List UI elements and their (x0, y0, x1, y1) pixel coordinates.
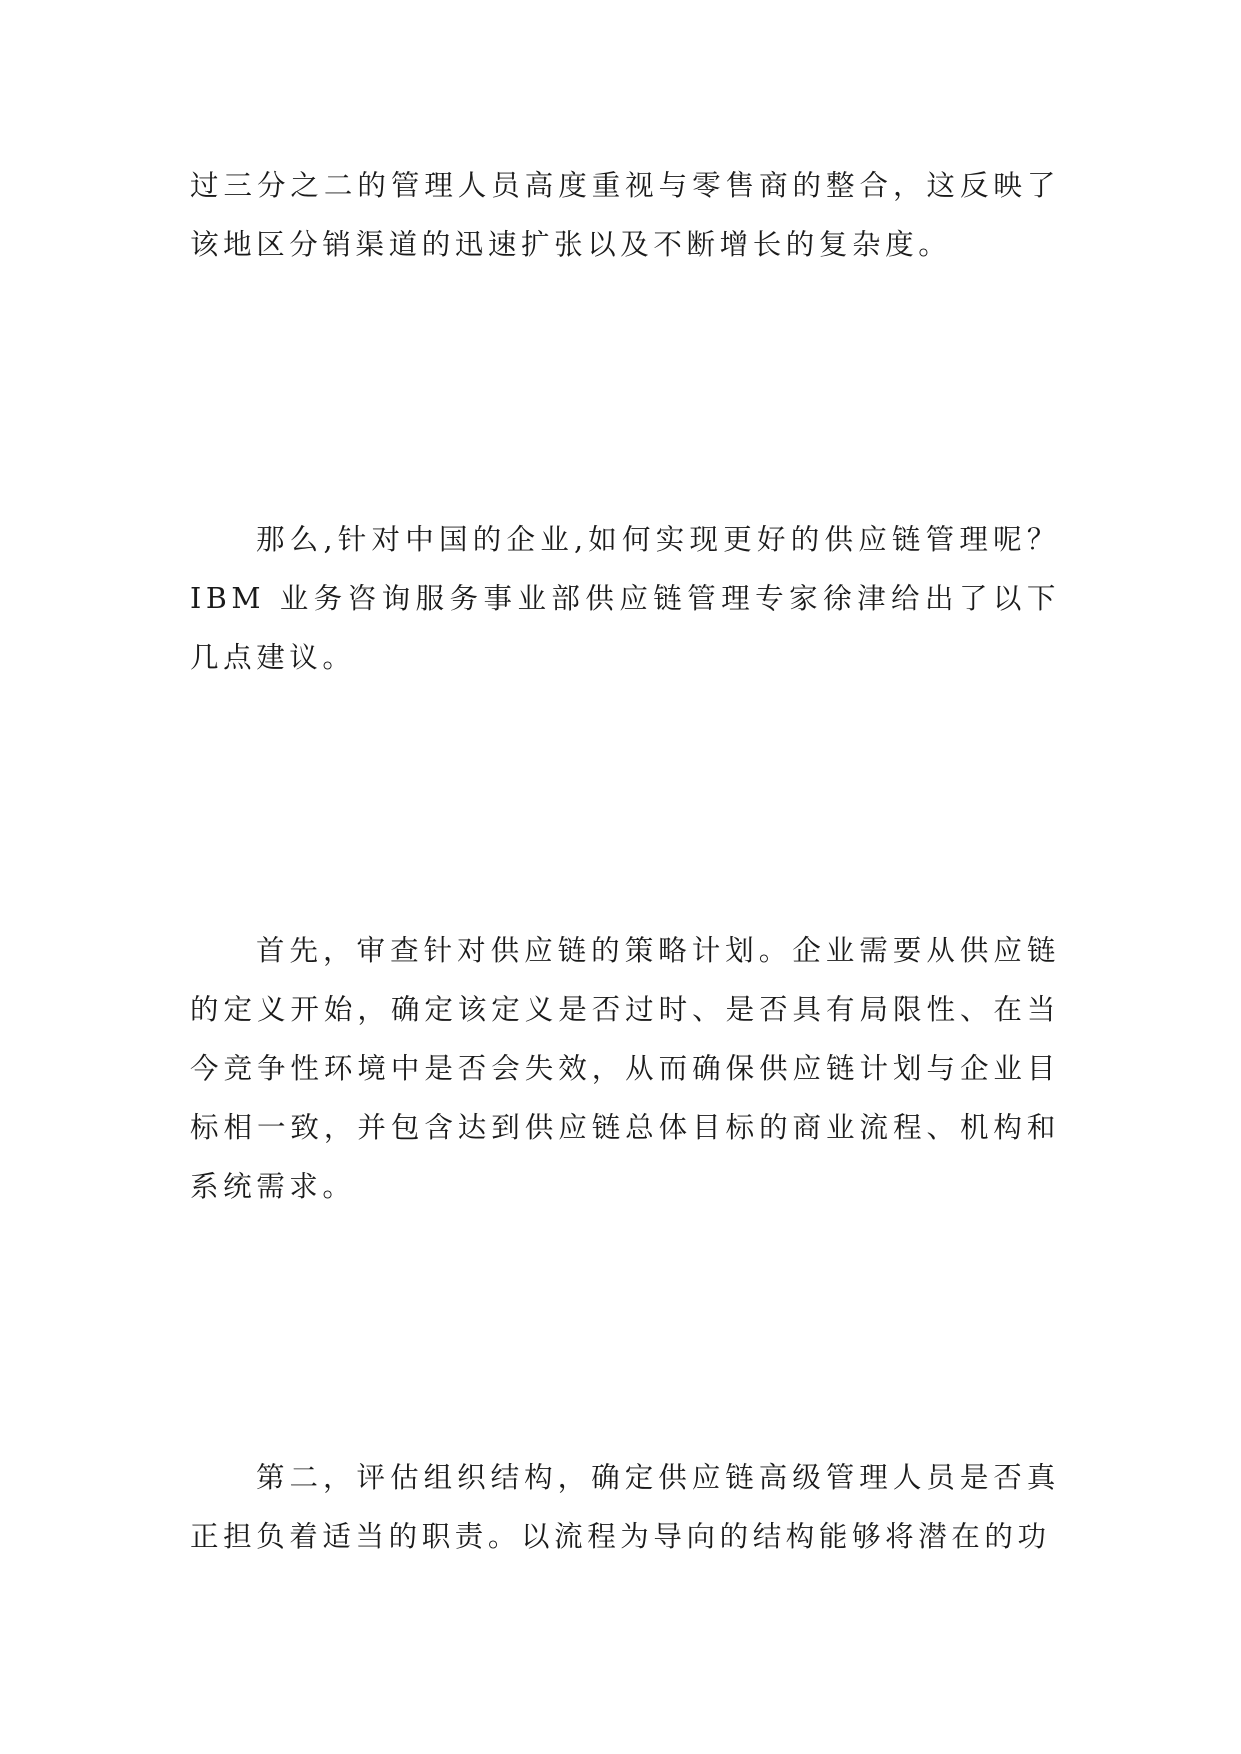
paragraph-first-recommendation: 首先，审查针对供应链的策略计划。企业需要从供应链的定义开始，确定该定义是否过时、是否具有局限性、在当今竞争性环境中是否会失效，从而确保供应链计划与企业目标相一致，并包含达到供应链总体目标的商业流程、机构和系统需求。 (190, 934, 1060, 1203)
paragraph-retailer-integration: 过三分之二的管理人员高度重视与零售商的整合，这反映了该地区分销渠道的迅速扩张以及不断增长的复杂度。 (190, 169, 1060, 261)
paragraph-second-recommendation: 第二，评估组织结构，确定供应链高级管理人员是否真正担负着适当的职责。以流程为导向的结构能够将潜在的功 (190, 1461, 1060, 1553)
paragraph-supply-chain-question: 那么,针对中国的企业,如何实现更好的供应链管理呢？IBM 业务咨询服务事业部供应链管理专家徐津给出了以下几点建议。 (190, 523, 1060, 674)
